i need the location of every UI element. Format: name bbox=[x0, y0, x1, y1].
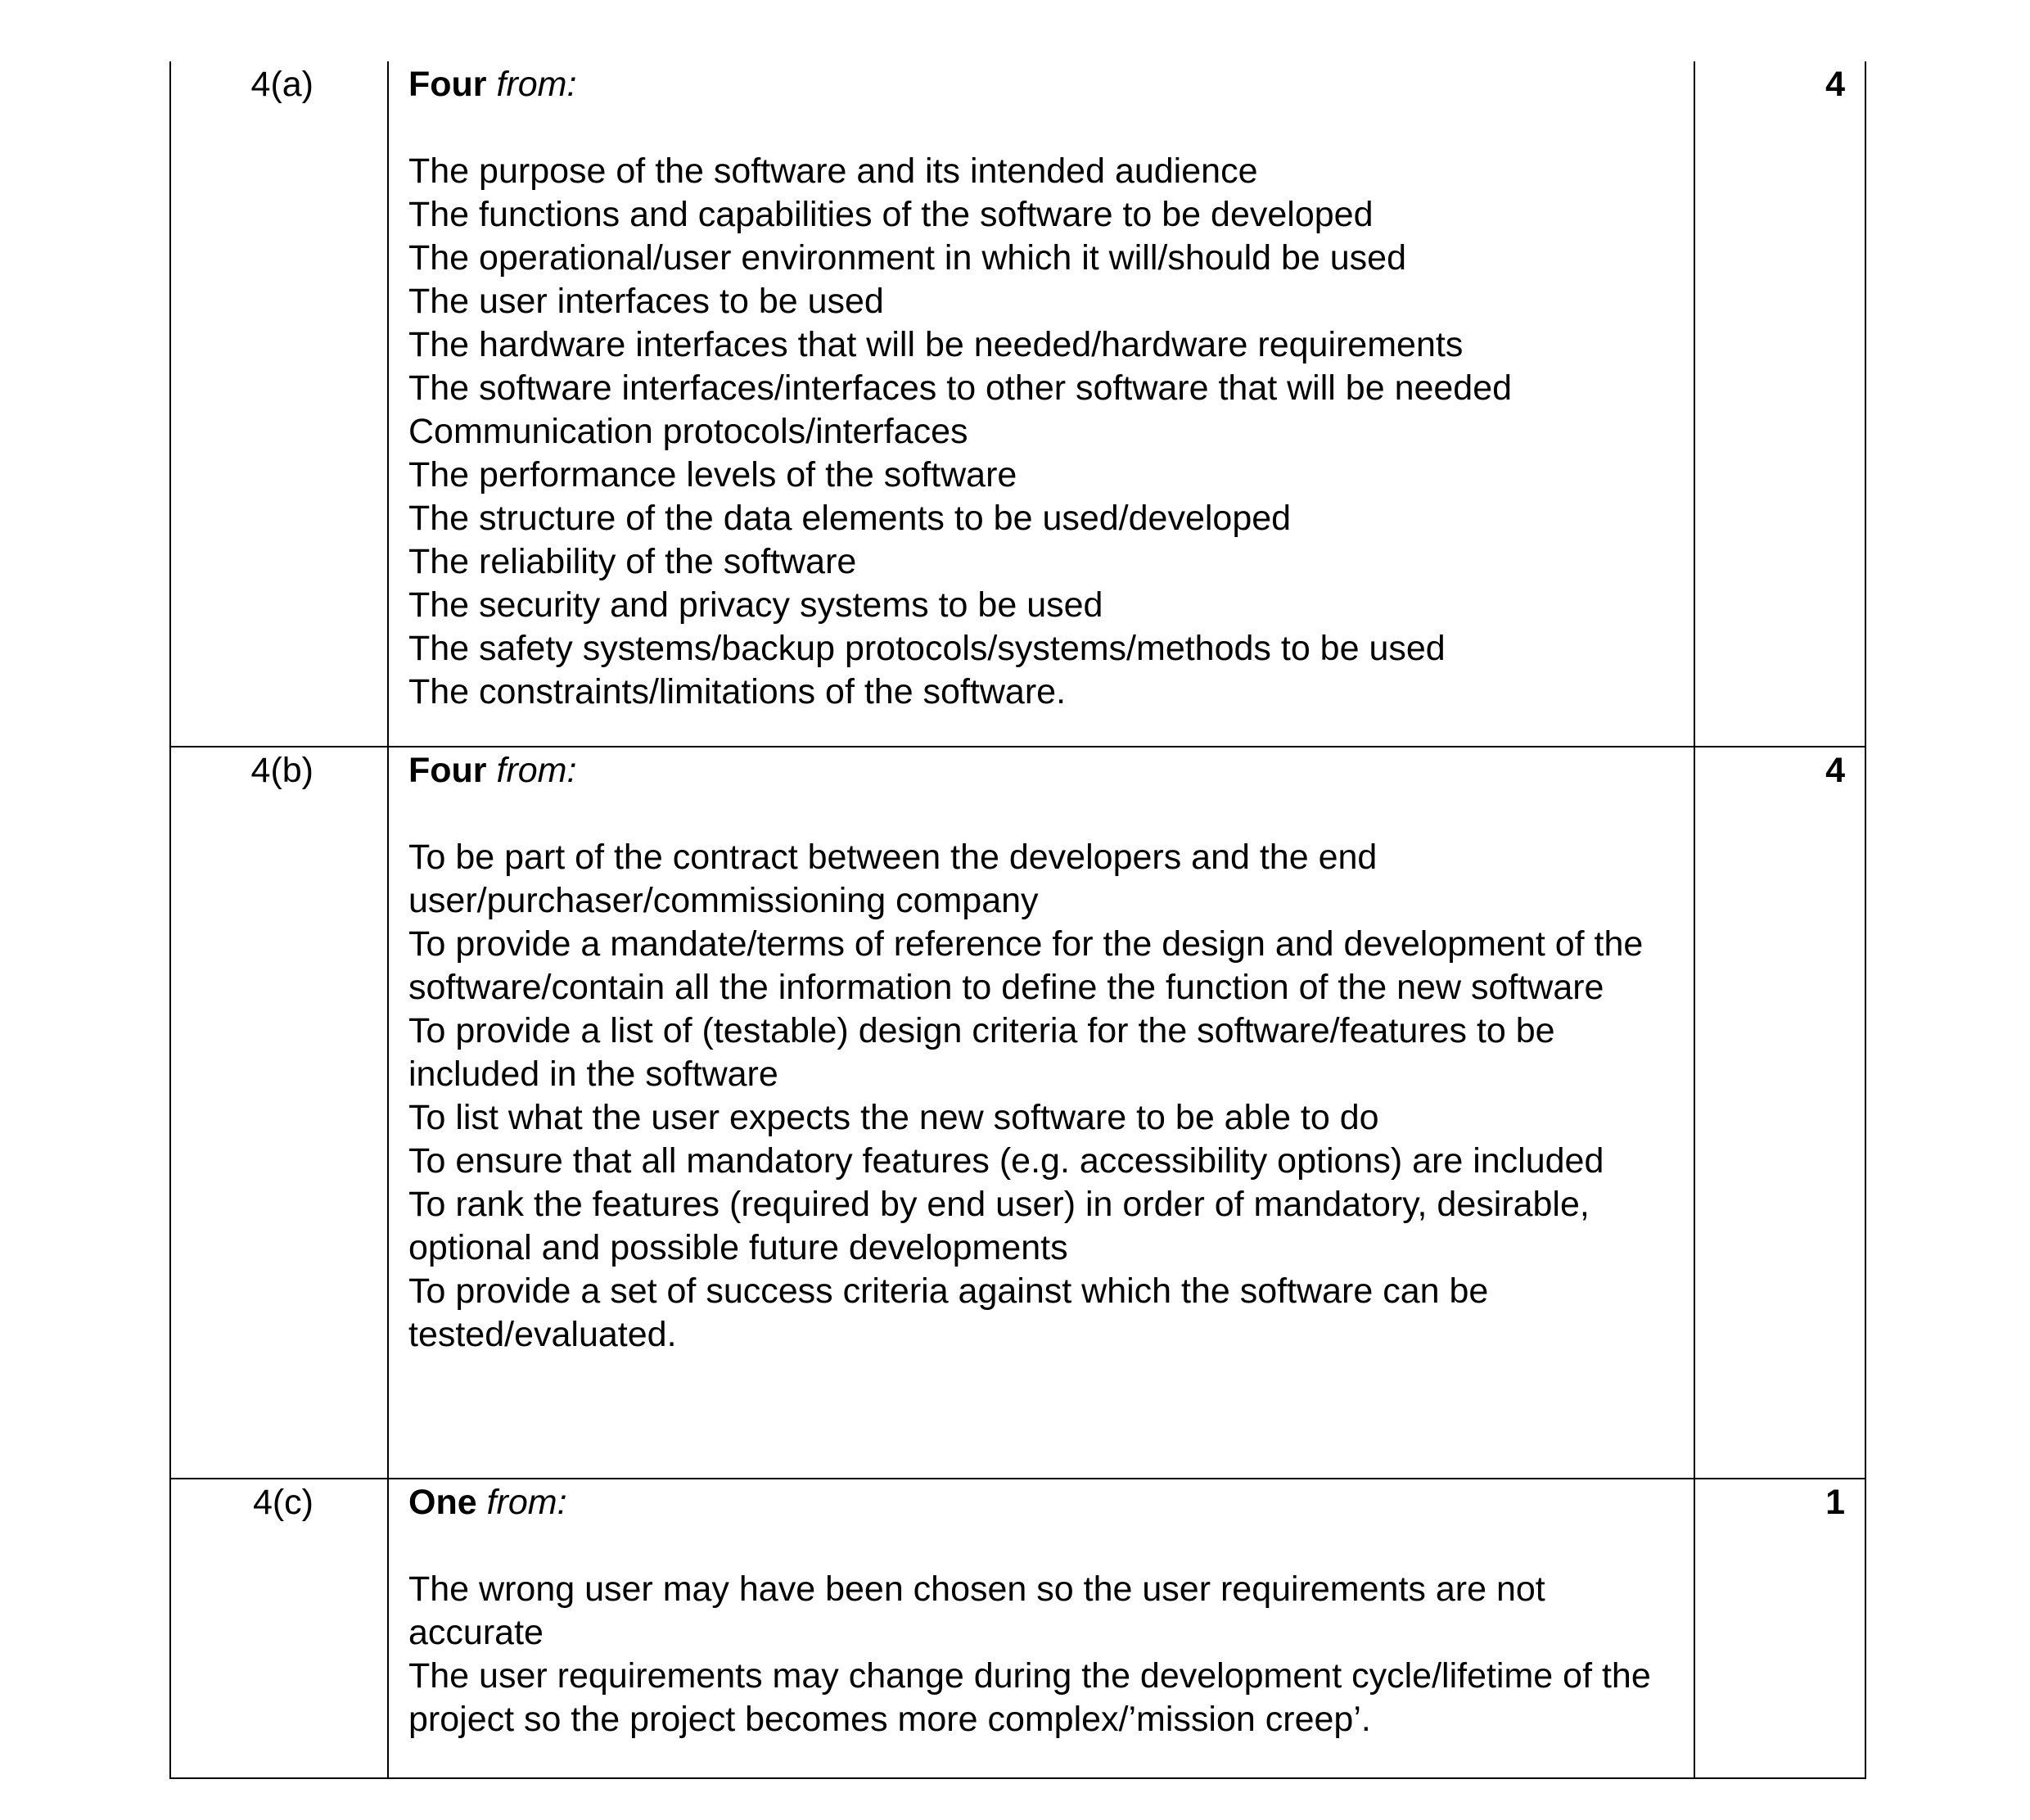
answer-heading bbox=[408, 63, 1676, 106]
answer-line: The software interfaces/interfaces to other software that will be needed bbox=[408, 368, 1513, 408]
answer-cell bbox=[388, 1479, 1694, 1778]
answer-line: To provide a set of success criteria against which the software can be tested/evaluated. bbox=[408, 1271, 1489, 1354]
answer-line: The user interfaces to be used bbox=[408, 282, 884, 321]
heading-italic: from: bbox=[496, 65, 577, 104]
answer-line: The security and privacy systems to be used bbox=[408, 585, 1103, 625]
heading-bold: Four bbox=[408, 65, 487, 104]
answer-line: The wrong user may have been chosen so the user requirements are not accurate bbox=[408, 1569, 1545, 1652]
answer-line: The hardware interfaces that will be needed/hardware requirements bbox=[408, 325, 1464, 364]
answer-line: To ensure that all mandatory features (e.g. accessibility options) are included bbox=[408, 1141, 1604, 1181]
question-number-cell bbox=[170, 61, 388, 747]
answer-heading bbox=[408, 1481, 1676, 1524]
heading-italic: from: bbox=[496, 751, 577, 790]
question-number: 4(c) bbox=[252, 1483, 314, 1522]
question-number: 4(b) bbox=[250, 751, 314, 790]
heading-bold: One bbox=[408, 1483, 477, 1522]
table-row bbox=[170, 61, 1865, 747]
heading-italic: from: bbox=[486, 1483, 567, 1522]
heading-bold: Four bbox=[408, 751, 487, 790]
answer-line: To provide a list of (testable) design criteria for the software/features to be included in the software bbox=[408, 1011, 1555, 1094]
answer-line: The functions and capabilities of the software to be developed bbox=[408, 195, 1374, 234]
marks-value: 4 bbox=[1825, 65, 1845, 104]
marks-cell bbox=[1694, 61, 1865, 747]
answer-line: Communication protocols/interfaces bbox=[408, 412, 968, 451]
marks-cell bbox=[1694, 747, 1865, 1479]
answer-line: The reliability of the software bbox=[408, 542, 857, 581]
marks-cell bbox=[1694, 1479, 1865, 1778]
answer-line: The safety systems/backup protocols/systems/methods to be used bbox=[408, 629, 1446, 668]
answer-line: The user requirements may change during the development cycle/lifetime of the project so the project becomes more complex/’mission creep’. bbox=[408, 1656, 1651, 1739]
answer-line: The purpose of the software and its intended audience bbox=[408, 151, 1258, 191]
answer-line: The performance levels of the software bbox=[408, 455, 1017, 495]
answer-line: The structure of the data elements to be used/developed bbox=[408, 499, 1292, 538]
mark-scheme-table bbox=[169, 61, 1866, 1779]
question-number: 4(a) bbox=[250, 65, 314, 104]
marks-value: 4 bbox=[1825, 751, 1845, 790]
answer-line: To be part of the contract between the developers and the end user/purchaser/commissioning company bbox=[408, 838, 1378, 920]
answer-line: To list what the user expects the new software to be able to do bbox=[408, 1098, 1379, 1137]
answer-cell bbox=[388, 61, 1694, 747]
answer-line: To provide a mandate/terms of reference for the design and development of the software/contain all the information to define the function of the new software bbox=[408, 924, 1644, 1007]
answer-line: To rank the features (required by end user) in order of mandatory, desirable, optional and possible future developments bbox=[408, 1185, 1590, 1267]
answer-line: The operational/user environment in which it will/should be used bbox=[408, 238, 1407, 278]
question-number-cell bbox=[170, 747, 388, 1479]
marks-value: 1 bbox=[1825, 1483, 1845, 1522]
answer-cell bbox=[388, 747, 1694, 1479]
answer-line: The constraints/limitations of the software. bbox=[408, 672, 1067, 711]
table-row bbox=[170, 747, 1865, 1479]
answer-heading bbox=[408, 749, 1676, 793]
question-number-cell bbox=[170, 1479, 388, 1778]
table-row bbox=[170, 1479, 1865, 1778]
